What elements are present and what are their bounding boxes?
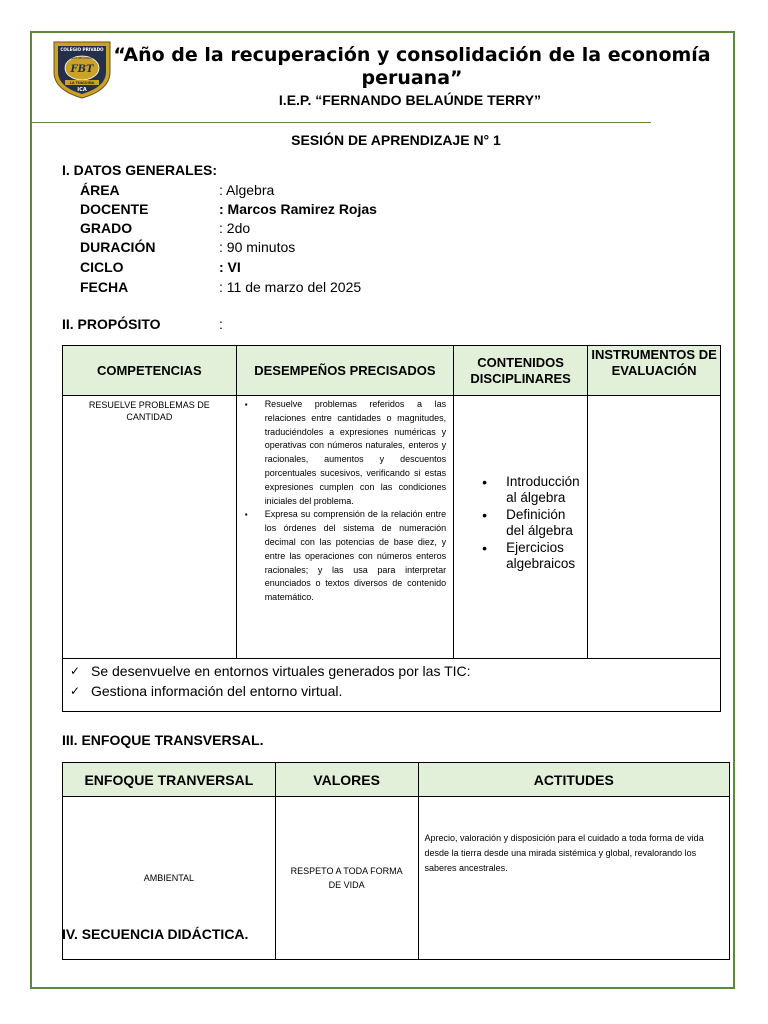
- datos-key: ÁREA: [80, 182, 120, 198]
- competencias-table: [62, 345, 721, 712]
- check-icon: ✓: [70, 684, 81, 698]
- session-title: SESIÓN DE APRENDIZAJE N° 1: [291, 132, 501, 148]
- contenido-item: • Ejercicios algebraicos: [454, 540, 587, 573]
- tic-text: Se desenvuelve en entornos virtuales generados por las TIC:: [91, 663, 471, 679]
- contenidos-cell: [454, 396, 588, 659]
- datos-value: : VI: [219, 259, 241, 275]
- datos-key: FECHA: [80, 279, 129, 295]
- header-instrumentos: INSTRUMENTOS DE EVALUACIÓN: [588, 346, 721, 396]
- valor-cell: RESPETO A TODA FORMA DE VIDA: [275, 797, 418, 960]
- datos-key: DURACIÓN: [80, 239, 156, 255]
- datos-generales-heading: I. DATOS GENERALES:: [62, 162, 218, 178]
- desempeno-item: ▪ Resuelve problemas referidos a las relaciones entre cantidades o magnitudes, traduciéndoles a expresiones numéricas y operativas con números naturales, enteros y racionales, aumentos y descuentos porcentuales sucesivos, verificando si estas expresiones cumplen con las condiciones iniciales del problema.: [243, 398, 446, 508]
- proposito-heading: II. PROPÓSITO: [62, 316, 161, 332]
- header-contenidos: CONTENIDOS DISCIPLINARES: [454, 346, 588, 396]
- datos-value: : Marcos Ramirez Rojas: [219, 201, 377, 217]
- tic-item: [69, 661, 720, 681]
- datos-key: CICLO: [80, 259, 124, 275]
- school-logo: [49, 38, 115, 100]
- proposito-colon: :: [219, 316, 223, 332]
- competencias-header-row: [63, 346, 721, 396]
- actitud-text: Aprecio, valoración y disposición para el cuidado a toda forma de vida desde la tierra desde una mirada sistémica y global, revalorando los saberes ancestrales.: [424, 833, 704, 873]
- svg-text:FERNANDO BELAÚNDE TERRY: FERNANDO BELAÚNDE TERRY: [62, 57, 102, 60]
- tic-row: [63, 659, 721, 712]
- school-name: I.E.P. “FERNANDO BELAÚNDE TERRY”: [278, 92, 542, 108]
- contenidos-list: [454, 474, 587, 573]
- tic-cell: [63, 659, 721, 712]
- competencias-body-row: [63, 396, 721, 659]
- desempeno-item: ▪ Expresa su comprensión de la relación entre los órdenes del sistema de numeración decimal con las potencias de base diez, y entre las operaciones con números enteros racionales; y las usa para interpretar enunciados o textos diversos de contenido matemático.: [243, 508, 446, 605]
- datos-key: DOCENTE: [80, 201, 149, 217]
- datos-key: GRADO: [80, 220, 133, 236]
- instrumentos-cell: [588, 396, 721, 659]
- desempenos-cell: [236, 396, 453, 659]
- header-valores: VALORES: [275, 763, 418, 797]
- header-desempenos: DESEMPEÑOS PRECISADOS: [236, 346, 453, 396]
- enfoque-cell: AMBIENTAL: [63, 797, 276, 960]
- datos-value: : Algebra: [219, 182, 275, 198]
- actitud-cell: [418, 797, 729, 960]
- svg-text:FBT: FBT: [70, 64, 94, 75]
- enfoque-heading: III. ENFOQUE TRANSVERSAL.: [62, 732, 264, 748]
- secuencia-heading: IV. SECUENCIA DIDÁCTICA.: [62, 926, 249, 942]
- check-icon: ✓: [70, 664, 81, 678]
- svg-text:COLEGIO PRIVADO: COLEGIO PRIVADO: [60, 47, 104, 52]
- tic-text: Gestiona información del entorno virtual.: [91, 683, 343, 699]
- year-title: “Año de la recuperación y consolidación de la economía peruana”: [113, 44, 711, 89]
- header-actitudes: ACTITUDES: [418, 763, 729, 797]
- svg-text:LA TINGUIÑA: LA TINGUIÑA: [69, 80, 95, 85]
- datos-value: : 11 de marzo del 2025: [219, 279, 362, 295]
- contenido-item: • Introducción al álgebra: [454, 474, 587, 507]
- contenido-item: • Definición del álgebra: [454, 507, 587, 540]
- datos-value: : 2do: [219, 220, 251, 236]
- header-competencias: COMPETENCIAS: [63, 346, 237, 396]
- enfoque-header-row: [63, 763, 730, 797]
- competencia-cell: RESUELVE PROBLEMAS DE CANTIDAD: [63, 396, 237, 659]
- datos-value: : 90 minutos: [219, 239, 296, 255]
- header-enfoque: ENFOQUE TRANVERSAL: [63, 763, 276, 797]
- tic-item: [69, 681, 720, 701]
- header-divider: [31, 122, 651, 123]
- desempenos-list: [243, 398, 446, 605]
- svg-text:ICA: ICA: [77, 87, 87, 93]
